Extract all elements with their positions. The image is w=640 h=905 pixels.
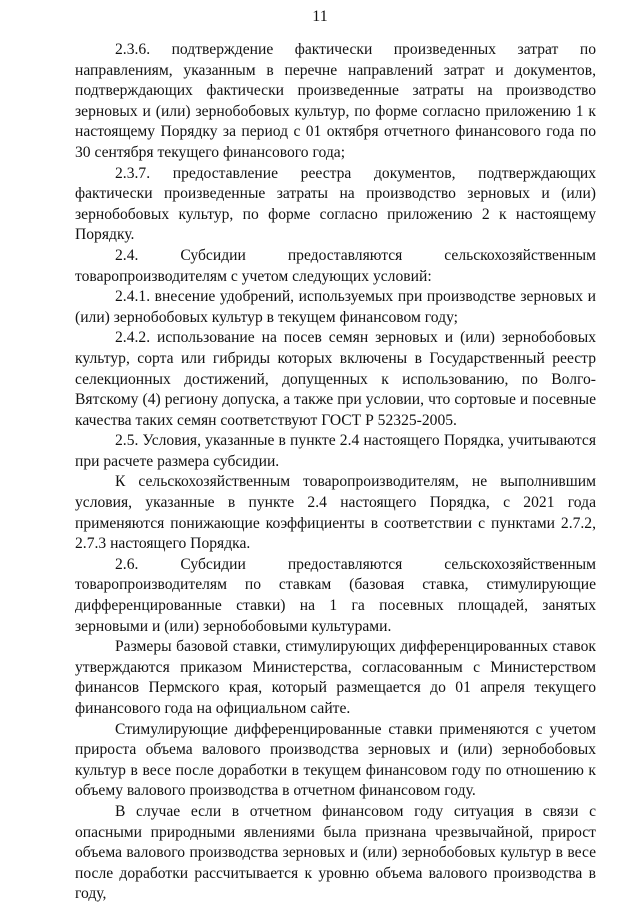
paragraph-2-3-6: 2.3.6. подтверждение фактически произведенных затрат по направлениям, указанным в перечне направлений затрат и документов, подтверждающих фактически произведенные затраты на производство зерновых и (или) зернобобовых культур, по форме согласно приложению 1 к настоящему Порядку за период с 01 октября отчетного финансового года по 30 сентября текущего финансового года; — [75, 41, 596, 161]
paragraph-coefficients: К сельскохозяйственным товаропроизводителям, не выполнившим условия, указанные в пункте 2.4 настоящего Порядка, с 2021 года применяются понижающие коэффициенты в соответствии с пунктами 2.7.2, 2.7.3 настоящего Порядка. — [75, 473, 596, 553]
paragraph-2-5: 2.5. Условия, указанные в пункте 2.4 настоящего Порядка, учитываются при расчете размера субсидии. — [75, 432, 596, 470]
paragraph-emergency: В случае если в отчетном финансовом году ситуация в связи с опасными природными явлениями была признана чрезвычайной, прирост объема валового производства зерновых и (или) зернобобовых культур в весе после доработки рассчитывается к уровню объема валового производства в году, — [75, 802, 596, 903]
paragraph-2-4: 2.4. Субсидии предоставляются сельскохозяйственным товаропроизводителям с учетом следующих условий: — [75, 246, 596, 285]
document-body — [75, 40, 596, 905]
paragraph-stimulating-rates: Стимулирующие дифференцированные ставки применяются с учетом прироста объема валового производства зерновых и (или) зернобобовых культур в весе после доработки в текущем финансовом году по отношению к объему валового производства в отчетном финансовом году. — [75, 720, 596, 800]
paragraph-2-4-1: 2.4.1. внесение удобрений, используемых при производстве зерновых и (или) зернобобовых культур в текущем финансовом году; — [75, 288, 596, 326]
page-number: 11 — [312, 8, 328, 25]
paragraph-base-rate: Размеры базовой ставки, стимулирующих дифференцированных ставок утверждаются приказом Министерства, согласованным с Министерством финансов Пермского края, который размещается до 01 апреля текущего финансового года на официальном сайте. — [75, 638, 596, 717]
paragraph-2-4-2: 2.4.2. использование на посев семян зерновых и (или) зернобобовых культур, сорта или гибриды которых включены в Государственный реестр селекционных достижений, допущенных к использованию, по Волго-Вятскому (4) региону допуска, а также при условии, что сортовые и посевные качества таких семян соответствуют ГОСТ Р 52325-2005. — [75, 329, 596, 429]
paragraph-2-6: 2.6. Субсидии предоставляются сельскохозяйственным товаропроизводителям по ставкам (базовая ставка, стимулирующие дифференцированные ставки) на 1 га посевных площадей, занятых зерновыми и (или) зернобобовыми культурами. — [75, 555, 596, 635]
paragraph-2-3-7: 2.3.7. предоставление реестра документов, подтверждающих фактически произведенные затраты на производство зерновых и (или) зернобобовых культур, по форме согласно приложению 2 к настоящему Порядку. — [75, 164, 596, 244]
